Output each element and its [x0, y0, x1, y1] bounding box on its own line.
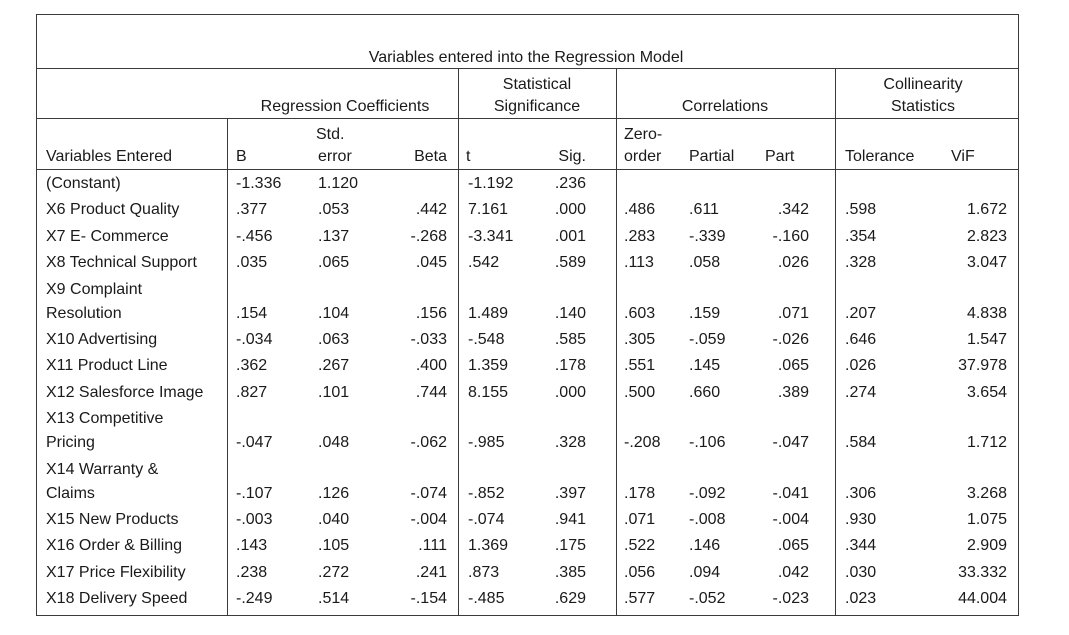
- group-correlations: Correlations: [681, 98, 769, 115]
- col-sig: Sig.: [558, 148, 586, 165]
- cell-tol: .344: [845, 537, 877, 555]
- cell-zero: .577: [624, 590, 656, 608]
- cell-sig: .941: [554, 511, 586, 528]
- cell-sig: .589: [554, 254, 586, 272]
- cell-se: .065: [318, 254, 350, 272]
- regression-table: [36, 14, 1019, 616]
- cell-beta: -.154: [410, 590, 447, 608]
- rule-header: [37, 169, 1018, 170]
- cell-vif: 37.978: [958, 357, 1007, 375]
- row-variable-name: X16 Order & Billing: [46, 537, 183, 555]
- cell-tol: .646: [845, 331, 877, 348]
- cell-beta: -.268: [410, 227, 447, 245]
- cell-beta: -.074: [410, 484, 447, 502]
- cell-t: 8.155: [468, 383, 509, 401]
- cell-t: -.852: [468, 484, 505, 502]
- cell-zero: .500: [624, 383, 656, 401]
- cell-partial: .145: [689, 357, 721, 375]
- cell-t: 7.161: [468, 201, 509, 219]
- cell-b: -.249: [236, 590, 273, 608]
- cell-sig: .140: [554, 304, 586, 322]
- cell-b: -.047: [236, 434, 273, 452]
- row-variable-name: X15 New Products: [46, 511, 179, 528]
- row-variable-name: X12 Salesforce Image: [46, 383, 204, 401]
- cell-beta: -.062: [410, 434, 447, 452]
- cell-partial: .146: [689, 537, 721, 555]
- cell-t: -.485: [468, 590, 505, 608]
- cell-partial: .094: [689, 563, 721, 581]
- row-variable-name: Resolution: [46, 304, 122, 322]
- cell-sig: .629: [554, 590, 586, 608]
- col-vif: ViF: [951, 148, 975, 165]
- col-b: B: [236, 148, 247, 165]
- cell-sig: .000: [554, 201, 586, 219]
- cell-t: -.985: [468, 434, 505, 452]
- vrule-coefficients: [458, 68, 459, 615]
- cell-t: 1.369: [468, 537, 509, 555]
- group-regression-coefficients: Regression Coefficients: [260, 98, 430, 115]
- cell-b: -.107: [236, 484, 273, 502]
- cell-partial: -.059: [689, 331, 726, 348]
- cell-vif: 2.909: [966, 537, 1007, 555]
- cell-beta: .744: [415, 383, 447, 401]
- vrule-variables: [227, 118, 228, 615]
- cell-tol: .023: [845, 590, 877, 608]
- cell-se: .126: [318, 484, 350, 502]
- col-t: t: [466, 148, 471, 165]
- cell-part: -.160: [772, 227, 809, 245]
- cell-t: .542: [468, 254, 500, 272]
- cell-beta: .442: [415, 201, 447, 219]
- cell-b: -.003: [236, 511, 273, 528]
- cell-b: .154: [236, 304, 268, 322]
- cell-part: .065: [777, 357, 809, 375]
- cell-vif: 1.672: [966, 201, 1007, 219]
- cell-zero: .603: [624, 304, 656, 322]
- cell-tol: .274: [845, 383, 877, 401]
- row-variable-name: (Constant): [46, 175, 121, 192]
- row-variable-name: X13 Competitive: [46, 410, 164, 428]
- cell-b: .827: [236, 383, 268, 401]
- cell-beta: .156: [415, 304, 447, 322]
- cell-vif: 1.712: [966, 434, 1007, 452]
- col-variables-entered: Variables Entered: [46, 148, 172, 165]
- rule-title: [37, 68, 1018, 69]
- cell-sig: .385: [554, 563, 586, 581]
- cell-part: .065: [777, 537, 809, 555]
- cell-partial: -.339: [689, 227, 726, 245]
- cell-sig: .000: [554, 383, 586, 401]
- cell-beta: .241: [415, 563, 447, 581]
- cell-tol: .598: [845, 201, 877, 219]
- cell-tol: .584: [845, 434, 877, 452]
- cell-zero: .071: [624, 511, 656, 528]
- cell-se: .104: [318, 304, 350, 322]
- cell-partial: -.052: [689, 590, 726, 608]
- row-variable-name: Claims: [46, 484, 95, 502]
- cell-se: .105: [318, 537, 350, 555]
- cell-beta: -.033: [410, 331, 447, 348]
- cell-vif: 1.075: [966, 511, 1007, 528]
- cell-partial: -.008: [689, 511, 726, 528]
- cell-tol: .207: [845, 304, 877, 322]
- cell-tol: .306: [845, 484, 877, 502]
- cell-zero: .486: [624, 201, 656, 219]
- cell-part: -.023: [772, 590, 809, 608]
- row-variable-name: X17 Price Flexibility: [46, 563, 186, 581]
- cell-zero: .305: [624, 331, 656, 348]
- cell-vif: 1.547: [966, 331, 1007, 348]
- row-variable-name: X7 E- Commerce: [46, 227, 169, 245]
- cell-b: .377: [236, 201, 268, 219]
- cell-partial: -.092: [689, 484, 726, 502]
- cell-partial: .611: [689, 201, 719, 219]
- cell-tol: .930: [845, 511, 877, 528]
- col-beta: Beta: [414, 148, 447, 165]
- cell-zero: .178: [624, 484, 656, 502]
- row-variable-name: X10 Advertising: [46, 331, 158, 348]
- cell-se: .514: [318, 590, 350, 608]
- cell-part: -.026: [772, 331, 809, 348]
- cell-se: .101: [318, 383, 350, 401]
- cell-beta: .045: [415, 254, 447, 272]
- cell-t: 1.359: [468, 357, 509, 375]
- cell-zero: .113: [624, 254, 654, 272]
- cell-b: .143: [236, 537, 268, 555]
- cell-t: .873: [468, 563, 500, 581]
- group-significance-line2: Significance: [493, 98, 581, 115]
- cell-se: .053: [318, 201, 350, 219]
- cell-se: .048: [318, 434, 350, 452]
- col-zero-order-line1: Zero-: [624, 126, 663, 143]
- cell-sig: .175: [554, 537, 586, 555]
- cell-part: .071: [777, 304, 809, 322]
- cell-se: .272: [318, 563, 350, 581]
- cell-t: -.548: [468, 331, 505, 348]
- cell-tol: .026: [845, 357, 877, 375]
- cell-t: -1.192: [468, 175, 514, 192]
- cell-tol: .354: [845, 227, 877, 245]
- col-zero-order-line2: order: [624, 148, 662, 165]
- col-partial: Partial: [689, 148, 735, 165]
- cell-sig: .001: [554, 227, 586, 245]
- cell-zero: .056: [624, 563, 656, 581]
- cell-sig: .397: [554, 484, 586, 502]
- col-std-error-line1: Std.: [316, 126, 345, 143]
- cell-part: .389: [777, 383, 809, 401]
- cell-vif: 44.004: [958, 590, 1007, 608]
- cell-se: 1.120: [318, 175, 359, 192]
- cell-vif: 2.823: [966, 227, 1007, 245]
- cell-b: -.034: [236, 331, 273, 348]
- cell-zero: .551: [624, 357, 656, 375]
- cell-t: 1.489: [468, 304, 509, 322]
- row-variable-name: X6 Product Quality: [46, 201, 180, 219]
- rule-groups: [37, 118, 1018, 119]
- cell-t: -3.341: [468, 227, 514, 245]
- cell-partial: -.106: [689, 434, 726, 452]
- cell-part: .342: [777, 201, 809, 219]
- cell-sig: .236: [554, 175, 586, 192]
- group-significance-line1: Statistical: [502, 76, 572, 93]
- cell-zero: .283: [624, 227, 656, 245]
- cell-part: .042: [777, 563, 809, 581]
- cell-b: -.456: [236, 227, 273, 245]
- vrule-significance: [616, 68, 617, 615]
- row-variable-name: X11 Product Line: [46, 357, 168, 375]
- cell-beta: -.004: [410, 511, 447, 528]
- cell-b: .238: [236, 563, 268, 581]
- cell-sig: .178: [554, 357, 586, 375]
- cell-zero: -.208: [624, 434, 661, 452]
- cell-t: -.074: [468, 511, 505, 528]
- cell-vif: 33.332: [958, 563, 1007, 581]
- cell-tol: .030: [845, 563, 877, 581]
- cell-zero: .522: [624, 537, 656, 555]
- cell-se: .040: [318, 511, 350, 528]
- group-collinearity-line1: Collinearity: [883, 76, 963, 93]
- row-variable-name: X18 Delivery Speed: [46, 590, 188, 608]
- table-title: Variables entered into the Regression Model: [368, 49, 684, 66]
- cell-b: .035: [236, 254, 268, 272]
- cell-sig: .328: [554, 434, 586, 452]
- cell-beta: .111: [418, 537, 447, 555]
- cell-beta: .400: [415, 357, 447, 375]
- cell-se: .063: [318, 331, 350, 348]
- cell-se: .267: [318, 357, 350, 375]
- cell-tol: .328: [845, 254, 877, 272]
- group-collinearity-line2: Statistics: [890, 98, 956, 115]
- cell-b: -1.336: [236, 175, 282, 192]
- col-tolerance: Tolerance: [845, 148, 915, 165]
- col-std-error-line2: error: [318, 148, 352, 165]
- cell-vif: 4.838: [966, 304, 1007, 322]
- cell-partial: .058: [689, 254, 721, 272]
- cell-vif: 3.654: [966, 383, 1007, 401]
- row-variable-name: Pricing: [46, 434, 95, 452]
- cell-part: -.041: [772, 484, 809, 502]
- cell-sig: .585: [554, 331, 586, 348]
- cell-part: -.047: [772, 434, 809, 452]
- col-part: Part: [765, 148, 795, 165]
- cell-vif: 3.268: [966, 484, 1007, 502]
- cell-partial: .159: [689, 304, 721, 322]
- cell-partial: .660: [689, 383, 721, 401]
- vrule-correlations: [835, 68, 836, 615]
- row-variable-name: X14 Warranty &: [46, 460, 159, 478]
- cell-se: .137: [318, 227, 350, 245]
- cell-b: .362: [236, 357, 268, 375]
- cell-part: -.004: [772, 511, 809, 528]
- row-variable-name: X8 Technical Support: [46, 254, 197, 272]
- row-variable-name: X9 Complaint: [46, 280, 143, 298]
- cell-vif: 3.047: [966, 254, 1007, 272]
- cell-part: .026: [777, 254, 809, 272]
